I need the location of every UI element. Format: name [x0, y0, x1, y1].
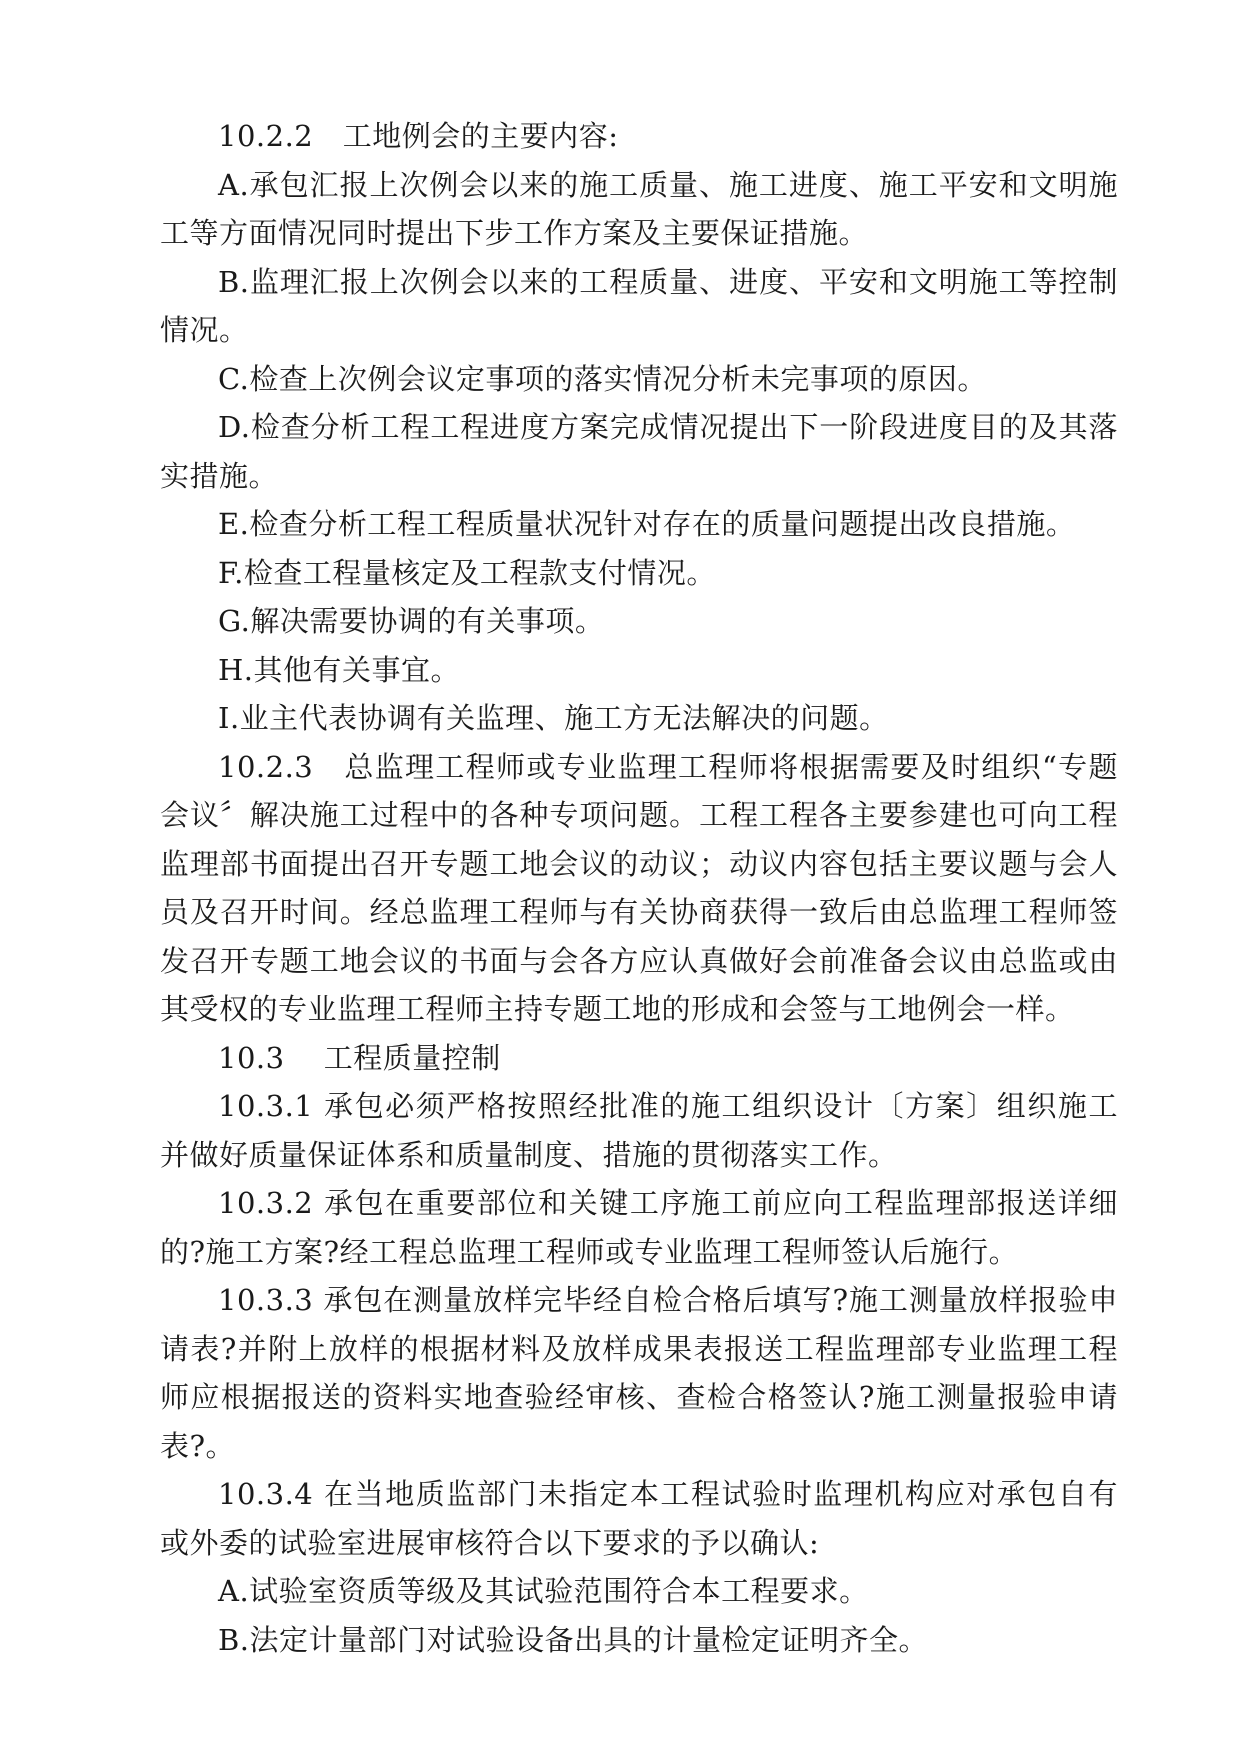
list-item-f: F.检查工程量核定及工程款支付情况。 — [218, 555, 716, 590]
list-item-g: G.解决需要协调的有关事项。 — [218, 604, 605, 638]
paragraph-10-2-3: 10.2.3 总监理工程师或专业监理工程师将根据需要及时组织“专题会议〞解决施工过程中的各种专项问题。工程工程各主要参建也可向工程监理部书面提出召开专题工地会议的动议；动议内容包括主要议题与会人员及召开时间。经总监理工程师与有关协商获得一致后由总监理工程师签发召开专题工地会议的书面与会各方应认真做好会前准备会议由总监或由其受权的专业监理工程师主持专题工地的形成和会签与工地例会一样。 — [160, 749, 1118, 1026]
paragraph-10-3-2: 10.3.2 承包在重要部位和关键工序施工前应向工程监理部报送详细的?施工方案?经工程总监理工程师或专业监理工程师签认后施行。 — [160, 1186, 1118, 1269]
list-item-b-lab: B.法定计量部门对试验设备出具的计量检定证明齐全。 — [218, 1622, 929, 1657]
list-item-a-lab: A.试验室资质等级及其试验范围符合本工程要求。 — [218, 1574, 869, 1608]
section-heading-10-2-2: 10.2.2 工地例会的主要内容: — [218, 119, 619, 153]
document-page — [160, 112, 1118, 1664]
list-item-h: H.其他有关事宜。 — [218, 652, 461, 687]
list-item-e: E.检查分析工程工程质量状况针对存在的质量问题提出改良措施。 — [218, 507, 1076, 541]
paragraph-10-3-3: 10.3.3 承包在测量放样完毕经自检合格后填写?施工测量放样报验申请表?并附上放样的根据材料及放样成果表报送工程监理部专业监理工程师应根据报送的资料实地查验经审核、查检合格签认?施工测量报验申请表?。 — [160, 1283, 1118, 1463]
list-item-b: B.监理汇报上次例会以来的工程质量、进度、平安和文明施工等控制情况。 — [160, 264, 1118, 347]
list-item-c: C.检查上次例会议定事项的落实情况分析未完事项的原因。 — [218, 361, 987, 396]
section-heading-10-3: 10.3 工程质量控制 — [218, 1040, 501, 1075]
paragraph-10-3-1: 10.3.1 承包必须严格按照经批准的施工组织设计〔方案〕组织施工并做好质量保证体系和质量制度、措施的贯彻落实工作。 — [160, 1089, 1118, 1172]
list-item-d: D.检查分析工程工程进度方案完成情况提出下一阶段进度目的及其落实措施。 — [160, 410, 1118, 493]
paragraph-10-3-4: 10.3.4 在当地质监部门未指定本工程试验时监理机构应对承包自有或外委的试验室进展审核符合以下要求的予以确认: — [160, 1477, 1118, 1560]
list-item-i: I.业主代表协调有关监理、施工方无法解决的问题。 — [218, 701, 889, 735]
list-item-a: A.承包汇报上次例会以来的施工质量、施工进度、施工平安和文明施工等方面情况同时提出下步工作方案及主要保证措施。 — [160, 167, 1118, 250]
